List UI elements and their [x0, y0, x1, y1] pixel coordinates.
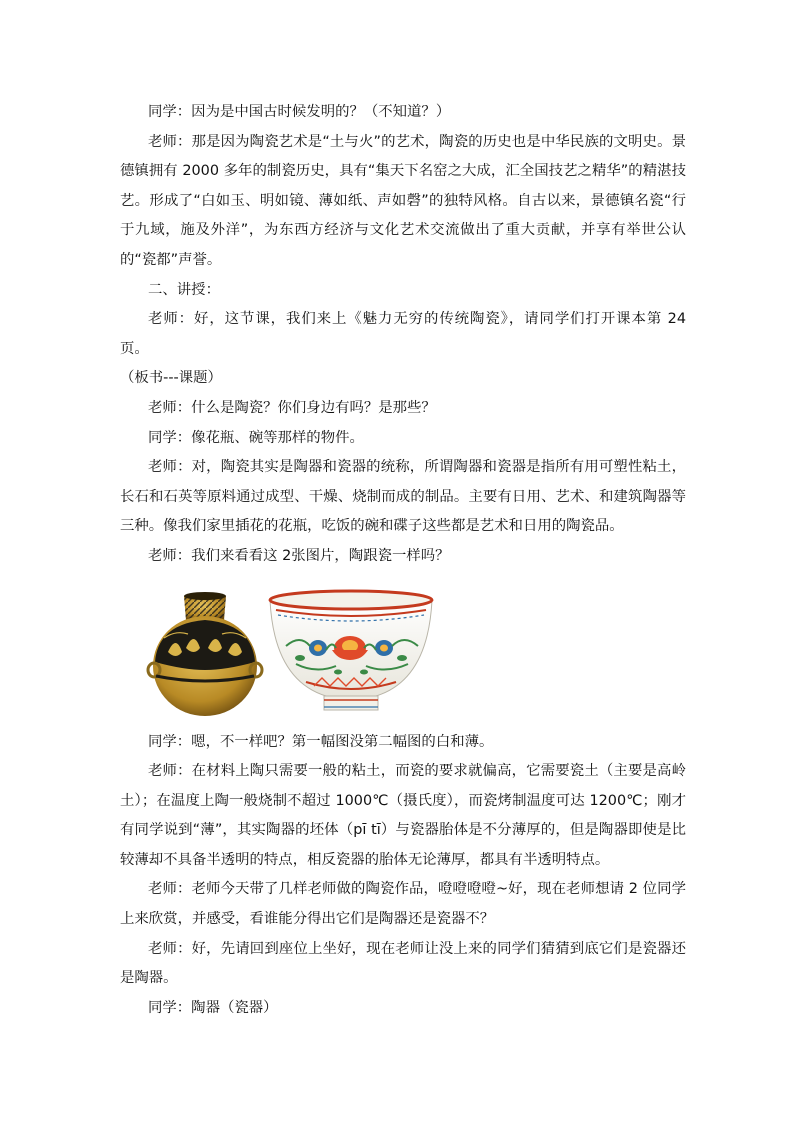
paragraph: 老师：在材料上陶只需要一般的粘土，而瓷的要求就偏高，它需要瓷土（主要是高岭土）；在温度上陶一般烧制不超过 1000℃（摄氏度），而瓷烤制温度可达 1200℃；刚才有同学说到“薄”，其实陶器的坯体（pī tī）与瓷器胎体是不分薄厚的，但是陶器即使是比较薄却不具备半透明的特点，相反瓷器的胎体无论薄厚，都具有半透明特点。: [120, 763, 686, 868]
paragraph: 老师：什么是陶瓷？你们身边有吗？是那些？: [148, 399, 436, 416]
paragraph: 老师：我们来看看这 2张图片，陶跟瓷一样吗？: [148, 547, 450, 564]
paragraph: 同学：像花瓶、碗等那样的物件。: [148, 429, 364, 446]
paragraph: 老师：好，先请回到座位上坐好，现在老师让没上来的同学们猜猜到底它们是瓷器还是陶器。: [120, 940, 686, 987]
paragraph: 老师：那是因为陶瓷艺术是“土与火”的艺术，陶瓷的历史也是中华民族的文明史。景德镇拥有 2000 多年的制瓷历史，具有“集天下名窑之大成，汇全国技艺之精华”的精湛技艺。形成了“白如玉、明如镜、薄如纸、声如磬”的独特风格。自古以来，景德镇名瓷“行于九域，施及外洋”，为东西方经济与文化艺术交流做出了重大贡献，并享有举世公认的“瓷都”声誉。: [120, 133, 686, 268]
painted-pottery-jar-icon: [146, 590, 264, 722]
paragraph: 老师：对，陶瓷其实是陶器和瓷器的统称，所谓陶器和瓷器是指所有用可塑性粘土，长石和石英等原料通过成型、干燥、烧制而成的制品。主要有日用、艺术、和建筑陶器等三种。像我们家里插花的花瓶，吃饭的碗和碟子这些都是艺术和日用的陶瓷品。: [120, 459, 686, 535]
section-heading: 二、讲授：: [148, 281, 220, 298]
paragraph: 老师：老师今天带了几样老师做的陶瓷作品，噔噔噔噔~好，现在老师想请 2 位同学上来欣赏，并感受，看谁能分得出它们是陶器还是瓷器不？: [120, 881, 686, 928]
paragraph: 同学：因为是中国古时候发明的？（不知道？）: [148, 104, 451, 120]
paragraph: 同学：陶器（瓷器）: [148, 999, 278, 1016]
paragraph: 老师：好，这节课，我们来上《魅力无穷的传统陶瓷》，请同学们打开课本第 24 页。: [120, 311, 686, 357]
document-body: [120, 98, 686, 1023]
figure-row: [120, 582, 686, 728]
paragraph: （板书---课题）: [120, 370, 222, 387]
porcelain-bowl-icon: [266, 588, 436, 720]
paragraph: 同学：嗯，不一样吧？第一幅图没第二幅图的白和薄。: [148, 733, 494, 750]
